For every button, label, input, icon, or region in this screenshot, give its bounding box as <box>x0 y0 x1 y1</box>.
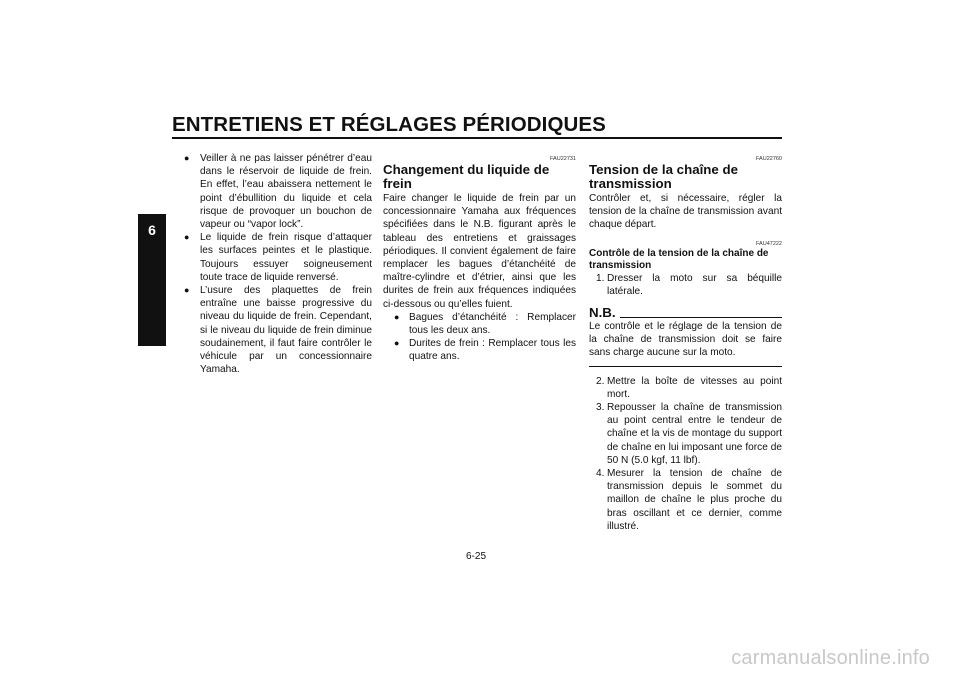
chapter-tab: 6 <box>138 214 166 346</box>
subsection-heading: Contrôle de la tension de la chaîne de transmission <box>589 247 769 271</box>
bullet-item: ● L’usure des plaquettes de frein entraîne une baisse progressive du niveau du liquide de frein. Cependant, si le niveau du liquide de frein diminue soudainement, il faut faire contrôler le véhicule par un concessionnaire Yamaha. <box>184 285 372 376</box>
bullet-icon: ● <box>184 285 190 296</box>
note-label: N.B. <box>589 305 616 321</box>
bullet-icon: ● <box>184 232 190 243</box>
section-heading: Changement du liquide de frein <box>383 162 550 191</box>
column-right <box>589 152 782 533</box>
step-item: 2. Mettre la boîte de vitesses au point mort. <box>596 375 782 400</box>
reference-code: FAU22760 <box>756 156 782 162</box>
column-middle <box>383 152 576 364</box>
watermark: carmanualsonline.info <box>731 647 930 669</box>
page-title: ENTRETIENS ET RÉGLAGES PÉRIODIQUES <box>172 113 606 136</box>
note-text: Le contrôle et le réglage de la tension de la chaîne de transmission doit se faire sans charge aucune sur la moto. <box>589 321 782 359</box>
bullet-item: ● Veiller à ne pas laisser pénétrer d’eau dans le réservoir de liquide de frein. En effet, l’eau abaissera nettement le point d’ébullition du liquide et cela risque de provoquer un bouchon de vapeur ou “vapor lock”. <box>184 153 372 231</box>
note-rule <box>620 317 782 318</box>
section-heading: Tension de la chaîne de transmission <box>589 162 739 191</box>
bullet-icon: ● <box>394 311 400 322</box>
reference-code: FAU22731 <box>550 156 576 162</box>
section-body: Faire changer le liquide de frein par un concessionnaire Yamaha aux fréquences spécifiées dans le N.B. figurant après le tableau des entretiens et graissages périodiques. Il convient également de faire remplacer les bagues d’étanchéité de maître-cylindre et d’étrier, ainsi que les durites de frein aux fréquences indiquées ci-dessous ou qu’elles fuient. <box>383 193 576 310</box>
bullet-icon: ● <box>394 338 400 349</box>
note-header <box>589 306 782 320</box>
bullet-item: ● Le liquide de frein risque d’attaquer les surfaces peintes et le plastique. Toujours essuyer soigneusement toute trace de liquide renversé. <box>184 232 372 283</box>
step-item: 1. Dresser la moto sur sa béquille latérale. <box>596 272 782 297</box>
section-intro: Contrôler et, si nécessaire, régler la tension de la chaîne de transmission avant chaque départ. <box>589 193 782 231</box>
bullet-icon: ● <box>184 153 190 163</box>
bullet-item: ● Bagues d’étanchéité : Remplacer tous les deux ans. <box>394 311 576 337</box>
page-number: 6-25 <box>466 551 487 562</box>
note-end-rule <box>589 366 782 367</box>
column-left <box>179 152 372 376</box>
step-item: 4. Mesurer la tension de chaîne de transmission depuis le sommet du maillon de chaîne le plus proche du bras oscillant et ce dernier, comme illustré. <box>596 468 782 532</box>
title-rule <box>172 137 782 139</box>
bullet-item: ● Durites de frein : Remplacer tous les quatre ans. <box>394 338 576 363</box>
reference-code: FAU47222 <box>756 240 782 247</box>
step-item: 3. Repousser la chaîne de transmission au point central entre le tendeur de chaîne et la vis de montage du support de chaîne en lui imposant une force de 50 N (5.0 kgf, 11 lbf). <box>596 402 782 466</box>
